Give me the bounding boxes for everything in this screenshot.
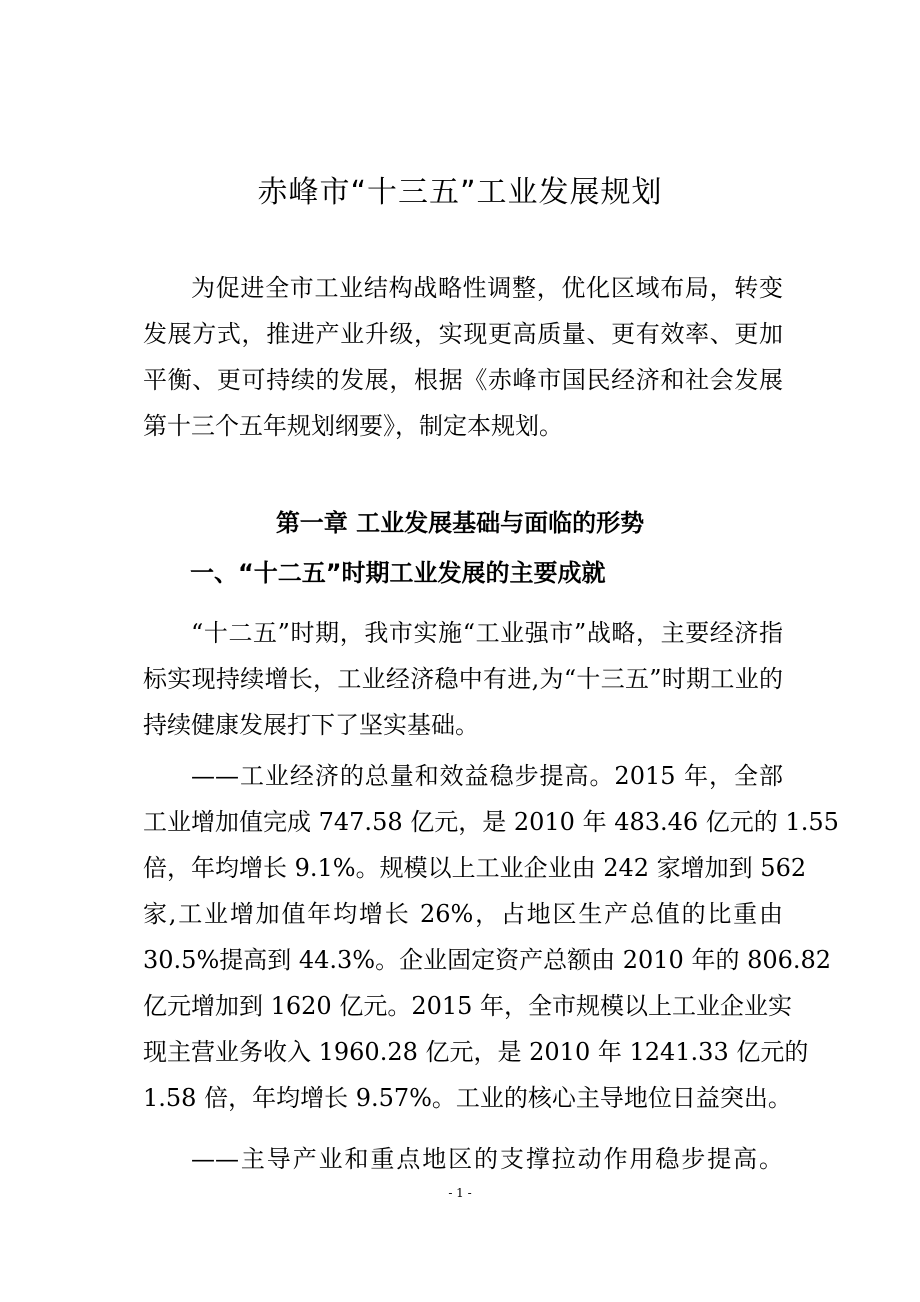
page-number: - 1 - (448, 1186, 472, 1200)
document-title: 赤峰市“十三五”工业发展规划 (257, 175, 663, 210)
section-heading: 一、“十二五”时期工业发展的主要成就 (190, 559, 606, 587)
text-line: ——工业经济的总量和效益稳步提高。2015 年，全部 (191, 762, 783, 790)
paragraph-3 (143, 1136, 783, 1182)
text-line: 倍，年均增长 9.1%。规模以上工业企业由 242 家增加到 562 (143, 854, 807, 882)
chapter-heading: 第一章 工业发展基础与面临的形势 (275, 509, 645, 537)
text-line: 现主营业务收入 1960.28 亿元，是 2010 年 1241.33 亿元的 (143, 1038, 809, 1066)
text-line: ——主导产业和重点地区的支撑拉动作用稳步提高。 (191, 1145, 783, 1173)
paragraph-2 (143, 753, 839, 1121)
text-line: 持续健康发展打下了坚实基础。 (143, 711, 479, 739)
paragraph-1 (143, 610, 783, 748)
text-line: 为促进全市工业结构战略性调整，优化区域布局，转变 (191, 274, 783, 302)
text-line: 第十三个五年规划纲要》，制定本规划。 (143, 412, 563, 440)
text-line: 亿元增加到 1620 亿元。2015 年，全市规模以上工业企业实 (143, 992, 793, 1020)
text-line: 家,工业增加值年均增长 26%，占地区生产总值的比重由 (143, 900, 783, 928)
text-line: 发展方式，推进产业升级，实现更高质量、更有效率、更加 (143, 320, 783, 348)
intro-paragraph (143, 265, 783, 449)
text-line: 1.58 倍，年均增长 9.57%。工业的核心主导地位日益突出。 (143, 1084, 792, 1112)
text-line: 标实现持续增长，工业经济稳中有进,为“十三五”时期工业的 (143, 665, 783, 693)
text-line: 平衡、更可持续的发展，根据《赤峰市国民经济和社会发展 (143, 366, 783, 394)
text-line: 30.5%提高到 44.3%。企业固定资产总额由 2010 年的 806.82 (143, 946, 832, 974)
text-line: 工业增加值完成 747.58 亿元，是 2010 年 483.46 亿元的 1.55 (143, 808, 839, 836)
text-line: “十二五”时期，我市实施“工业强市”战略，主要经济指 (191, 619, 783, 647)
